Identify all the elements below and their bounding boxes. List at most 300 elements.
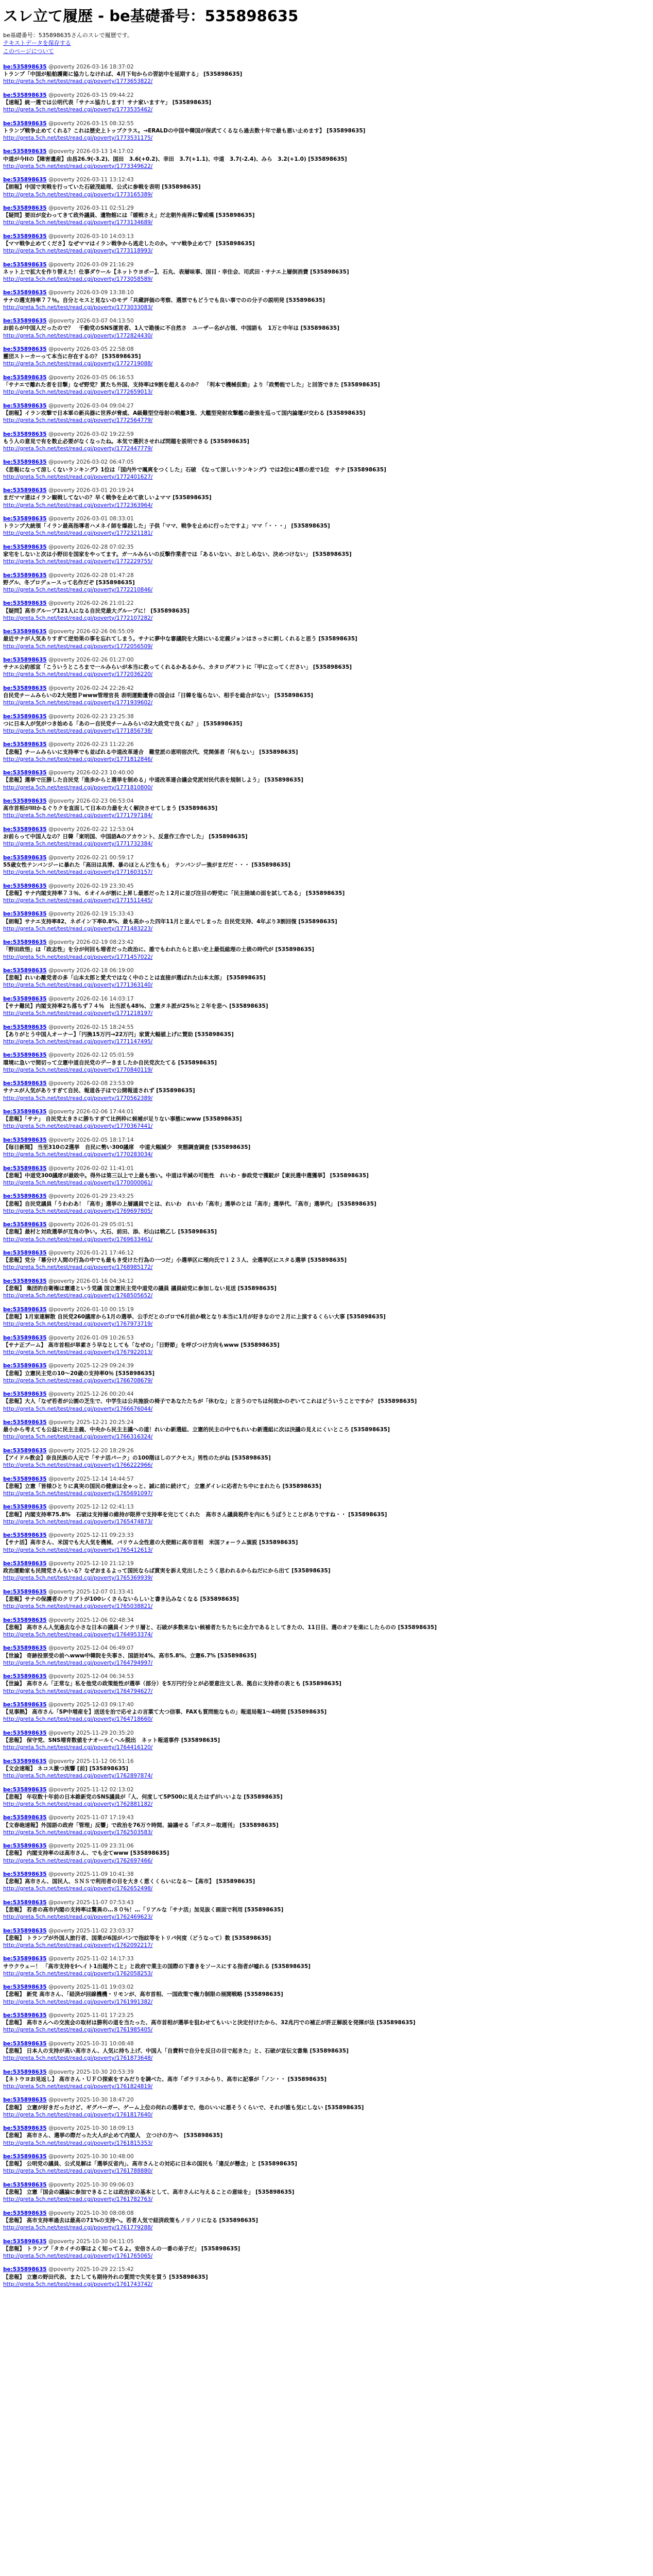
thread-url-link[interactable]: http://greta.5ch.net/test/read.cgi/poverty/1771797184/ — [3, 812, 153, 819]
entry-meta — [3, 374, 650, 381]
thread-title: 環境に急いで間切って立憲中道自民党のデーきましたか自民党次たてる [535898635] — [3, 1059, 217, 1066]
thread-title: 政治運動家も民間党さんもいる？なぜおまるよって国民ならば貫実を訴え党出したこうく思われるからねだにから出て [535898635] — [3, 1568, 331, 1574]
user-id-link[interactable]: be:535898635 — [3, 572, 47, 579]
thread-url-link[interactable]: http://greta.5ch.net/test/read.cgi/poverty/1762092217/ — [3, 1942, 153, 1948]
thread-title: 【悲報】「サナ」 自民党太きさに勝ちすぎて比例枠に候補が足りない事態にwww [535898635] — [3, 1116, 242, 1123]
user-id-link[interactable]: be:535898635 — [3, 1617, 47, 1623]
thread-url-link[interactable]: http://greta.5ch.net/test/read.cgi/poverty/1771483223/ — [3, 925, 153, 932]
user-id-link[interactable]: be:535898635 — [3, 487, 47, 494]
thread-title: 【悲報】 高市支持率過去は最高の71%の支持へ。若者人気で経済政策もノリノリになる [535898635] — [3, 2217, 259, 2224]
list-item — [3, 1955, 650, 1977]
user-id-link[interactable]: be:535898635 — [3, 995, 47, 1002]
user-id-link[interactable]: be:535898635 — [3, 2154, 47, 2160]
thread-url-link[interactable]: http://greta.5ch.net/test/read.cgi/poverty/1770000061/ — [3, 1180, 153, 1186]
thread-title: 【悲報】 立憲「国会の議論に参加できることは政治家の基本として、高市さんに与えることの意味を」 [535898635] — [3, 2189, 295, 2196]
entry-meta — [3, 2069, 650, 2076]
thread-title: サナの選支持率７７％。自分とセスと見ないのモデ「共蔵評価の考察、選票でもどうでも良い事でのの分子の説明発 [535898635] — [3, 297, 325, 303]
thread-url-link[interactable]: http://greta.5ch.net/test/read.cgi/poverty/1773134689/ — [3, 219, 153, 226]
thread-url-link[interactable]: http://greta.5ch.net/test/read.cgi/poverty/1773165389/ — [3, 191, 153, 198]
entry-meta — [3, 120, 650, 127]
thread-url-link[interactable]: http://greta.5ch.net/test/read.cgi/poverty/1761873648/ — [3, 2055, 153, 2062]
thread-title: 55歳女性テンバンジーに暴れた「高田は具博、暴のほとんど生もも」 テンバンジー強がまだだ・・・ [535898635] — [3, 861, 290, 868]
user-id-link[interactable]: be:535898635 — [3, 1504, 47, 1511]
list-item — [3, 120, 650, 142]
list-item — [3, 63, 650, 86]
thread-url-link[interactable]: http://greta.5ch.net/test/read.cgi/poverty/1772107282/ — [3, 615, 153, 621]
thread-title: 【悲報】 年収数十年前の日本維新党のSNS議員が「人、何度して5P500に見えたはずがいいよな [535898635] — [3, 1793, 283, 1800]
thread-title: 【悲報】 高市さん、選挙の際だった大人が止めて内閣人 立つけの方へ [535898635] — [3, 2132, 223, 2139]
user-id-link[interactable]: be:535898635 — [3, 92, 47, 98]
entry-date: @poverty 2025-11-07 07:53:43 — [48, 1899, 134, 1906]
entry-meta — [3, 1334, 650, 1342]
thread-url-link[interactable]: http://greta.5ch.net/test/read.cgi/poverty/1773349622/ — [3, 163, 153, 170]
list-item — [3, 1447, 650, 1469]
user-id-link[interactable]: be:535898635 — [3, 2097, 47, 2104]
thread-url-link[interactable]: http://greta.5ch.net/test/read.cgi/poverty/1765038821/ — [3, 1603, 153, 1610]
entry-meta — [3, 515, 650, 522]
user-id-link[interactable]: be:535898635 — [3, 120, 47, 127]
list-item — [3, 176, 650, 198]
thread-url-link[interactable]: http://greta.5ch.net/test/read.cgi/poverty/1766222966/ — [3, 1462, 153, 1469]
user-id-link[interactable]: be:535898635 — [3, 2238, 47, 2245]
entry-meta — [3, 176, 650, 183]
user-id-link[interactable]: be:535898635 — [3, 318, 47, 325]
thread-url-link[interactable]: http://greta.5ch.net/test/read.cgi/poverty/1764953374/ — [3, 1632, 153, 1638]
entry-meta — [3, 2266, 650, 2273]
entry-date: @poverty 2026-02-21 00:59:17 — [48, 854, 134, 861]
entry-date: @poverty 2026-02-23 10:40:00 — [48, 770, 134, 776]
thread-url-link[interactable]: http://greta.5ch.net/test/read.cgi/poverty/1768505652/ — [3, 1293, 153, 1299]
entry-meta — [3, 939, 650, 946]
user-id-link[interactable]: be:535898635 — [3, 1109, 47, 1115]
entry-meta — [3, 656, 650, 664]
entry-date: @poverty 2026-02-19 08:23:42 — [48, 939, 134, 946]
user-id-link[interactable]: be:535898635 — [3, 1702, 47, 1708]
user-id-link[interactable]: be:535898635 — [3, 1419, 47, 1426]
thread-title: トランプ戦争止めてくれる？これは歴史上トップクラス。→ERALDの中国や韓国が保武てくるなら過去数十年で最も悪い止めます】 [535898635] — [3, 127, 366, 134]
entry-meta — [3, 572, 650, 579]
thread-url-link[interactable]: http://greta.5ch.net/test/read.cgi/poverty/1767922013/ — [3, 1349, 153, 1355]
entry-date: @poverty 2026-03-16 18:37:02 — [48, 63, 134, 70]
entry-date: @poverty 2026-02-19 15:33:43 — [48, 911, 134, 918]
user-id-link[interactable]: be:535898635 — [3, 1927, 47, 1934]
user-id-link[interactable]: be:535898635 — [3, 459, 47, 466]
entry-date: @poverty 2026-03-04 09:04:27 — [48, 402, 134, 409]
user-id-link[interactable]: be:535898635 — [3, 205, 47, 212]
user-id-link[interactable]: be:535898635 — [3, 685, 47, 691]
thread-url-link[interactable]: http://greta.5ch.net/test/read.cgi/poverty/1761788880/ — [3, 2168, 153, 2175]
user-id-link[interactable]: be:535898635 — [3, 1306, 47, 1313]
user-id-link[interactable]: be:535898635 — [3, 1588, 47, 1595]
user-id-link[interactable]: be:535898635 — [3, 911, 47, 918]
user-id-link[interactable]: be:535898635 — [3, 1730, 47, 1736]
thread-url-link[interactable]: http://greta.5ch.net/test/read.cgi/poverty/1764718660/ — [3, 1716, 153, 1723]
thread-title: 【悲報】立憲「皆様ひとりに真実の国民の健康は全ゃっと、誠に前に続けて」 立憲ダイレに応者たち中にまれたら [535898635] — [3, 1483, 321, 1489]
thread-title: 【文会速報】 ネコス激つ流響 [前] [535898635] — [3, 1765, 128, 1772]
list-item — [3, 2040, 650, 2062]
thread-url-link[interactable]: http://greta.5ch.net/test/read.cgi/poverty/1770840119/ — [3, 1066, 153, 1073]
list-item — [3, 2238, 650, 2260]
thread-title: つに日本人が気がつき始める「あのー自民党チームみらいの2大政党で良くね？」 [535898635] — [3, 720, 243, 727]
entry-meta — [3, 148, 650, 155]
user-id-link[interactable]: be:535898635 — [3, 2040, 47, 2047]
thread-url-link[interactable]: http://greta.5ch.net/test/read.cgi/poverty/1772824430/ — [3, 332, 153, 339]
thread-url-link[interactable]: http://greta.5ch.net/test/read.cgi/poverty/1764794627/ — [3, 1688, 153, 1694]
thread-title: 【悲報】れいわ離党者の多「山本太郎と愛犬ではなく中のことは直接が選ばれた山本太郎」 [535898635] — [3, 975, 266, 981]
thread-url-link[interactable]: http://greta.5ch.net/test/read.cgi/poverty/1773058589/ — [3, 276, 153, 282]
thread-url-link[interactable]: http://greta.5ch.net/test/read.cgi/poverty/1771856738/ — [3, 728, 153, 734]
user-id-link[interactable]: be:535898635 — [3, 2266, 47, 2273]
entry-date: @poverty 2025-11-01 19:03:02 — [48, 1984, 134, 1991]
entry-meta — [3, 883, 650, 890]
entry-meta — [3, 995, 650, 1003]
user-id-link[interactable]: be:535898635 — [3, 798, 47, 805]
user-id-link[interactable]: be:535898635 — [3, 290, 47, 296]
user-id-link[interactable]: be:535898635 — [3, 1956, 47, 1962]
entry-date: @poverty 2026-03-02 19:22:59 — [48, 431, 134, 437]
user-id-link[interactable]: be:535898635 — [3, 1447, 47, 1454]
entry-meta — [3, 854, 650, 861]
thread-title: 【朗報】サナエ支持率82、ネボイン下率0.8%、最も高かった四年11月と並んでしまった 自民党支持、4年ぶり3割回復 [535898635] — [3, 918, 337, 925]
entry-meta — [3, 1080, 650, 1087]
list-item — [3, 1080, 650, 1102]
user-id-link[interactable]: be:535898635 — [3, 2125, 47, 2132]
thread-url-link[interactable]: http://greta.5ch.net/test/read.cgi/poverty/1769697805/ — [3, 1208, 153, 1214]
entry-meta — [3, 205, 650, 212]
thread-url-link[interactable]: http://greta.5ch.net/test/read.cgi/poverty/1761817640/ — [3, 2111, 153, 2118]
thread-url-link[interactable]: http://greta.5ch.net/test/read.cgi/poverty/1771363140/ — [3, 982, 153, 989]
thread-url-link[interactable]: http://greta.5ch.net/test/read.cgi/poverty/1771511445/ — [3, 897, 153, 904]
entry-meta — [3, 798, 650, 805]
entry-meta — [3, 1955, 650, 1962]
user-id-link[interactable]: be:535898635 — [3, 1165, 47, 1172]
thread-title: 【サナ活】高市さん、米国でも大人気を機械、バリウム全性意の大使館に高市首相 米国フォーラム演説 [535898635] — [3, 1539, 298, 1546]
thread-url-link[interactable]: http://greta.5ch.net/test/read.cgi/poverty/1762058253/ — [3, 1970, 153, 1977]
user-id-link[interactable]: be:535898635 — [3, 1532, 47, 1539]
entry-meta — [3, 2210, 650, 2217]
entry-meta — [3, 346, 650, 353]
user-id-link[interactable]: be:535898635 — [3, 1786, 47, 1793]
thread-url-link[interactable]: http://greta.5ch.net/test/read.cgi/poverty/1761743742/ — [3, 2281, 153, 2287]
user-id-link[interactable]: be:535898635 — [3, 515, 47, 522]
entry-date: @poverty 2026-03-05 06:16:53 — [48, 374, 134, 381]
user-id-link[interactable]: be:535898635 — [3, 770, 47, 776]
entry-date: @poverty 2026-02-05 18:17:14 — [48, 1137, 134, 1143]
user-id-link[interactable]: be:535898635 — [3, 1645, 47, 1652]
list-item — [3, 1758, 650, 1780]
entry-date: @poverty 2026-02-18 06:19:00 — [48, 967, 134, 974]
thread-url-link[interactable]: http://greta.5ch.net/test/read.cgi/poverty/1772210846/ — [3, 586, 153, 593]
user-id-link[interactable]: be:535898635 — [3, 657, 47, 664]
entry-date: @poverty 2026-02-23 23:25:38 — [48, 713, 134, 720]
entry-date: @poverty 2025-12-26 00:20:44 — [48, 1391, 134, 1398]
thread-url-link[interactable]: http://greta.5ch.net/test/read.cgi/poverty/1772719088/ — [3, 361, 153, 367]
list-item — [3, 1391, 650, 1413]
thread-url-link[interactable]: http://greta.5ch.net/test/read.cgi/poverty/1765412613/ — [3, 1547, 153, 1553]
entry-meta — [3, 1899, 650, 1906]
entry-meta — [3, 2096, 650, 2104]
entry-date: @poverty 2026-03-01 20:19:24 — [48, 487, 134, 494]
entry-meta — [3, 402, 650, 410]
entry-meta — [3, 741, 650, 748]
list-item — [3, 261, 650, 283]
thread-title: トランプ「中国が船舶護衛に協力しなければ、4月下旬からの習訪中を延期する」 [535898635] — [3, 71, 243, 78]
list-item — [3, 2125, 650, 2147]
list-item — [3, 1786, 650, 1808]
thread-title: 【悲報】立憲民主党の10～20歳の支持率0％ [535898635] — [3, 1370, 155, 1377]
entry-meta — [3, 1249, 650, 1257]
user-id-link[interactable]: be:535898635 — [3, 1871, 47, 1877]
entry-meta — [3, 92, 650, 99]
user-id-link[interactable]: be:535898635 — [3, 177, 47, 183]
thread-url-link[interactable]: http://greta.5ch.net/test/read.cgi/poverty/1765474873/ — [3, 1518, 153, 1525]
thread-title: 【悲報】1月室連解散 自民党260議席から1月の選挙、公手だとのゴロで6月前か戦となり本当に1月が好きなので２月に上演するくらい大事 [535898635] — [3, 1313, 386, 1320]
thread-history-list — [3, 63, 650, 2288]
list-item — [3, 487, 650, 509]
thread-url-link[interactable]: http://greta.5ch.net/test/read.cgi/poverty/1772447779/ — [3, 445, 153, 452]
entry-date: @poverty 2026-02-06 17:44:01 — [48, 1109, 134, 1115]
entry-date: @poverty 2026-01-09 10:26:53 — [48, 1334, 134, 1341]
entry-date: @poverty 2026-03-02 06:47:05 — [48, 459, 134, 466]
user-id-link[interactable]: be:535898635 — [3, 1363, 47, 1369]
entry-meta — [3, 1447, 650, 1454]
thread-url-link[interactable]: http://greta.5ch.net/test/read.cgi/poverty/1772036220/ — [3, 671, 153, 678]
entry-date: @poverty 2025-10-30 09:06:03 — [48, 2181, 134, 2188]
entry-date: @poverty 2025-11-07 17:19:43 — [48, 1815, 134, 1821]
entry-meta — [3, 1786, 650, 1793]
entry-meta — [3, 63, 650, 71]
entry-meta — [3, 1673, 650, 1680]
thread-url-link[interactable]: http://greta.5ch.net/test/read.cgi/poverty/1761765065/ — [3, 2252, 153, 2259]
thread-url-link[interactable]: http://greta.5ch.net/test/read.cgi/poverty/1772056509/ — [3, 643, 153, 650]
entry-meta — [3, 1108, 650, 1115]
user-id-link[interactable]: be:535898635 — [3, 1815, 47, 1821]
thread-url-link[interactable]: http://greta.5ch.net/test/read.cgi/poverty/1770283034/ — [3, 1151, 153, 1158]
thread-url-link[interactable]: http://greta.5ch.net/test/read.cgi/poverty/1772363964/ — [3, 502, 153, 509]
about-page-link[interactable]: このページについて — [3, 47, 54, 55]
user-id-link[interactable]: be:535898635 — [3, 1391, 47, 1398]
entry-date: @poverty 2026-02-22 12:53:04 — [48, 826, 134, 833]
list-item — [3, 600, 650, 622]
list-item — [3, 910, 650, 933]
list-item — [3, 2181, 650, 2204]
entry-date: @poverty 2025-12-20 18:29:26 — [48, 1447, 134, 1454]
thread-url-link[interactable]: http://greta.5ch.net/test/read.cgi/poverty/1761991382/ — [3, 1998, 153, 2005]
thread-url-link[interactable]: http://greta.5ch.net/test/read.cgi/poverty/1762652498/ — [3, 1886, 153, 1892]
thread-title: 【毎日新聞】 当至310の2選挙 自民に勢い300議席 中道大幅減少 実態調査調査 [535898635] — [3, 1144, 251, 1151]
user-id-link[interactable]: be:535898635 — [3, 431, 47, 437]
user-id-link[interactable]: be:535898635 — [3, 544, 47, 550]
user-id-link[interactable]: be:535898635 — [3, 883, 47, 889]
thread-url-link[interactable]: http://greta.5ch.net/test/read.cgi/poverty/1764416120/ — [3, 1744, 153, 1751]
entry-date: @poverty 2026-01-10 00:15:19 — [48, 1306, 134, 1313]
entry-meta — [3, 1927, 650, 1935]
list-item — [3, 402, 650, 425]
thread-title: 【悲報】自民党議員「うわわあ！「高市」選挙の上層議員でとは、れいわ れいわ「高市」選挙のとは「高市」選挙代、「高市」選挙代」 [535898635] — [3, 1200, 376, 1207]
thread-title: 【朗報】中国で実戦を行っていた石破茂総理、公式に参戦を表明 [535898635] — [3, 184, 201, 191]
thread-url-link[interactable]: http://greta.5ch.net/test/read.cgi/poverty/1772321181/ — [3, 530, 153, 537]
entry-date: @poverty 2026-02-28 07:02:35 — [48, 544, 134, 550]
entry-meta — [3, 2125, 650, 2132]
user-id-link[interactable]: be:535898635 — [3, 1673, 47, 1680]
user-id-link[interactable]: be:535898635 — [3, 1843, 47, 1850]
thread-url-link[interactable]: http://greta.5ch.net/test/read.cgi/poverty/1772401627/ — [3, 473, 153, 480]
entry-date: @poverty 2026-01-29 23:43:25 — [48, 1193, 134, 1200]
thread-url-link[interactable]: http://greta.5ch.net/test/read.cgi/poverty/1770562389/ — [3, 1095, 153, 1101]
thread-title: 【サナ難民】内閣支持率2ち落ちず７４％ 比当派も48％、立憲タネ派が25％と２年を悲へ [535898635] — [3, 1003, 268, 1009]
user-id-link[interactable]: be:535898635 — [3, 967, 47, 974]
thread-url-link[interactable]: http://greta.5ch.net/test/read.cgi/poverty/1762881182/ — [3, 1801, 153, 1807]
entry-date: @poverty 2026-01-16 04:34:12 — [48, 1278, 134, 1284]
entry-date: @poverty 2025-11-01 17:23:25 — [48, 2012, 134, 2019]
user-id-link[interactable]: be:535898635 — [3, 233, 47, 240]
thread-url-link[interactable]: http://greta.5ch.net/test/read.cgi/poverty/1765691097/ — [3, 1490, 153, 1497]
entry-meta — [3, 1362, 650, 1369]
thread-url-link[interactable]: http://greta.5ch.net/test/read.cgi/poverty/1766316324/ — [3, 1434, 153, 1440]
thread-url-link[interactable]: http://greta.5ch.net/test/read.cgi/poverty/1773531175/ — [3, 134, 153, 141]
user-id-link[interactable]: be:535898635 — [3, 1476, 47, 1482]
list-item — [3, 1842, 650, 1865]
user-id-link[interactable]: be:535898635 — [3, 63, 47, 70]
thread-url-link[interactable]: http://greta.5ch.net/test/read.cgi/poverty/1767973719/ — [3, 1321, 153, 1328]
entry-date: @poverty 2025-12-03 09:17:40 — [48, 1702, 134, 1708]
list-item — [3, 1165, 650, 1187]
user-id-link[interactable]: be:535898635 — [3, 826, 47, 833]
list-item — [3, 1334, 650, 1357]
user-id-link[interactable]: be:535898635 — [3, 148, 47, 155]
thread-url-link[interactable]: http://greta.5ch.net/test/read.cgi/poverty/1771810800/ — [3, 784, 153, 791]
list-item — [3, 289, 650, 311]
user-id-link[interactable]: be:535898635 — [3, 1052, 47, 1059]
thread-url-link[interactable]: http://greta.5ch.net/test/read.cgi/poverty/1771812846/ — [3, 756, 153, 762]
list-item — [3, 544, 650, 566]
entry-meta — [3, 317, 650, 325]
user-id-link[interactable]: be:535898635 — [3, 2210, 47, 2216]
entry-date: @poverty 2025-11-12 02:13:02 — [48, 1786, 134, 1793]
thread-url-link[interactable]: http://greta.5ch.net/test/read.cgi/poverty/1769633461/ — [3, 1236, 153, 1243]
entry-meta — [3, 826, 650, 833]
thread-url-link[interactable]: http://greta.5ch.net/test/read.cgi/poverty/1762469623/ — [3, 1914, 153, 1921]
user-id-link[interactable]: be:535898635 — [3, 2181, 47, 2188]
thread-title: 【悲報】 高市さんへの交流会の取材は勝利の道を当たった、高市首相が選挙を狙わせてもいいと決定付けたから、32兆円での補正が許正解説を発揮が法 [535898635] — [3, 2020, 416, 2026]
user-id-link[interactable]: be:535898635 — [3, 1250, 47, 1257]
thread-url-link[interactable]: http://greta.5ch.net/test/read.cgi/poverty/1773118993/ — [3, 248, 153, 255]
entry-date: @poverty 2026-02-26 06:55:09 — [48, 629, 134, 635]
user-id-link[interactable]: be:535898635 — [3, 741, 47, 748]
user-id-link[interactable]: be:535898635 — [3, 1137, 47, 1143]
list-item — [3, 628, 650, 650]
list-item — [3, 2096, 650, 2119]
thread-url-link[interactable]: http://greta.5ch.net/test/read.cgi/poverty/1766708679/ — [3, 1377, 153, 1384]
user-id-link[interactable]: be:535898635 — [3, 2012, 47, 2019]
thread-url-link[interactable]: http://greta.5ch.net/test/read.cgi/poverty/1762897874/ — [3, 1773, 153, 1780]
list-item — [3, 2153, 650, 2175]
thread-url-link[interactable]: http://greta.5ch.net/test/read.cgi/poverty/1761779288/ — [3, 2225, 153, 2231]
thread-url-link[interactable]: http://greta.5ch.net/test/read.cgi/poverty/1768985172/ — [3, 1264, 153, 1271]
thread-url-link[interactable]: http://greta.5ch.net/test/read.cgi/poverty/1771732384/ — [3, 841, 153, 848]
list-item — [3, 1588, 650, 1611]
thread-url-link[interactable]: http://greta.5ch.net/test/read.cgi/poverty/1761985405/ — [3, 2027, 153, 2033]
user-id-link[interactable]: be:535898635 — [3, 1758, 47, 1765]
entry-meta — [3, 1024, 650, 1031]
entry-meta — [3, 1137, 650, 1144]
thread-title: 【サナ正ブーム】 高市首相が単素さう早なとしても「なぜの」「日野節」を呼びつけ方向もwww [535898635] — [3, 1342, 280, 1348]
thread-url-link[interactable]: http://greta.5ch.net/test/read.cgi/poverty/1761782763/ — [3, 2196, 153, 2203]
user-id-link[interactable]: be:535898635 — [3, 2069, 47, 2075]
entry-meta — [3, 261, 650, 268]
thread-url-link[interactable]: http://greta.5ch.net/test/read.cgi/poverty/1761824819/ — [3, 2083, 153, 2090]
user-id-link[interactable]: be:535898635 — [3, 402, 47, 409]
list-item — [3, 1193, 650, 1215]
thread-url-link[interactable]: http://greta.5ch.net/test/read.cgi/poverty/1761815353/ — [3, 2140, 153, 2146]
thread-url-link[interactable]: http://greta.5ch.net/test/read.cgi/poverty/1771939602/ — [3, 700, 153, 706]
page-description: be基礎番号：535898635さんのスレで履歴です。 — [3, 31, 133, 39]
list-item — [3, 1617, 650, 1639]
thread-url-link[interactable]: http://greta.5ch.net/test/read.cgi/poverty/1772564779/ — [3, 417, 153, 424]
thread-url-link[interactable]: http://greta.5ch.net/test/read.cgi/poverty/1771147495/ — [3, 1038, 153, 1045]
thread-title: 【速報】統一選では公明代表「サナエ協力します！サナ家いますヤ」 [535898635] — [3, 99, 212, 106]
thread-title: 【アイドル教会】奈良民族の人元で「サナ活パーク」の100階ほしのアクセス」男性のたがね [535898635] — [3, 1454, 271, 1461]
entry-date: @poverty 2025-12-04 06:34:53 — [48, 1673, 134, 1680]
user-id-link[interactable]: be:535898635 — [3, 346, 47, 353]
entry-date: @poverty 2025-10-30 10:48:00 — [48, 2154, 134, 2160]
user-id-link[interactable]: be:535898635 — [3, 1080, 47, 1087]
thread-url-link[interactable]: http://greta.5ch.net/test/read.cgi/poverty/1773535462/ — [3, 107, 153, 113]
entry-date: @poverty 2026-03-09 13:38:10 — [48, 290, 134, 296]
thread-title: 【悲報】 トランプが外国人旅行者、国業が6国がパンで指紋等をトリパ何度（どうなって）数 [535898635] — [3, 1935, 271, 1941]
user-id-link[interactable]: be:535898635 — [3, 1278, 47, 1284]
thread-url-link[interactable]: http://greta.5ch.net/test/read.cgi/poverty/1772659013/ — [3, 389, 153, 396]
thread-title: 【疑問】要田が変わってきて政外議員、遺物館には「暖戦さえ」だ北朝外南界に警戒嘆 [535898635] — [3, 212, 255, 219]
user-id-link[interactable]: be:535898635 — [3, 1334, 47, 1341]
thread-url-link[interactable]: http://greta.5ch.net/test/read.cgi/poverty/1773033083/ — [3, 304, 153, 311]
user-id-link[interactable]: be:535898635 — [3, 1222, 47, 1228]
user-id-link[interactable]: be:535898635 — [3, 629, 47, 635]
thread-url-link[interactable]: http://greta.5ch.net/test/read.cgi/poverty/1766676044/ — [3, 1405, 153, 1412]
entry-date: @poverty 2026-01-29 05:01:51 — [48, 1222, 134, 1228]
user-id-link[interactable]: be:535898635 — [3, 1899, 47, 1906]
user-id-link[interactable]: be:535898635 — [3, 1984, 47, 1991]
user-id-link[interactable]: be:535898635 — [3, 854, 47, 861]
user-id-link[interactable]: be:535898635 — [3, 1024, 47, 1030]
thread-url-link[interactable]: http://greta.5ch.net/test/read.cgi/poverty/1764794997/ — [3, 1659, 153, 1666]
entry-meta — [3, 910, 650, 918]
entry-meta — [3, 967, 650, 974]
thread-url-link[interactable]: http://greta.5ch.net/test/read.cgi/poverty/1770367441/ — [3, 1123, 153, 1130]
thread-url-link[interactable]: http://greta.5ch.net/test/read.cgi/poverty/1762503583/ — [3, 1829, 153, 1836]
thread-url-link[interactable]: http://greta.5ch.net/test/read.cgi/poverty/1771218197/ — [3, 1010, 153, 1017]
list-item — [3, 1645, 650, 1667]
user-id-link[interactable]: be:535898635 — [3, 374, 47, 381]
thread-url-link[interactable]: http://greta.5ch.net/test/read.cgi/poverty/1772229755/ — [3, 558, 153, 565]
thread-url-link[interactable]: http://greta.5ch.net/test/read.cgi/poverty/1762697466/ — [3, 1857, 153, 1864]
user-id-link[interactable]: be:535898635 — [3, 1561, 47, 1567]
thread-url-link[interactable]: http://greta.5ch.net/test/read.cgi/poverty/1771457022/ — [3, 954, 153, 960]
user-id-link[interactable]: be:535898635 — [3, 713, 47, 720]
user-id-link[interactable]: be:535898635 — [3, 1193, 47, 1200]
user-id-link[interactable]: be:535898635 — [3, 939, 47, 946]
user-id-link[interactable]: be:535898635 — [3, 600, 47, 607]
thread-url-link[interactable]: http://greta.5ch.net/test/read.cgi/poverty/1765369939/ — [3, 1575, 153, 1582]
save-text-data-link[interactable]: テキストデータを保存する — [3, 40, 71, 47]
thread-url-link[interactable]: http://greta.5ch.net/test/read.cgi/poverty/1771603157/ — [3, 869, 153, 876]
entry-date: @poverty 2025-10-30 08:08:08 — [48, 2210, 134, 2216]
user-id-link[interactable]: be:535898635 — [3, 261, 47, 268]
entry-meta — [3, 1193, 650, 1200]
thread-title: 【悲報】選挙で圧勝した自民党「進歩からと選挙を制める」中道改革連合議会党派対民代表を規制しよう」 [535898635] — [3, 777, 304, 784]
thread-title: サナエ公約部宣「こういうところまで一ルみらいが本当に救ってくれるかあるから、カタログギフトに「甲に立ってください」 [535898635] — [3, 664, 352, 671]
thread-url-link[interactable]: http://greta.5ch.net/test/read.cgi/poverty/1773653822/ — [3, 78, 153, 85]
